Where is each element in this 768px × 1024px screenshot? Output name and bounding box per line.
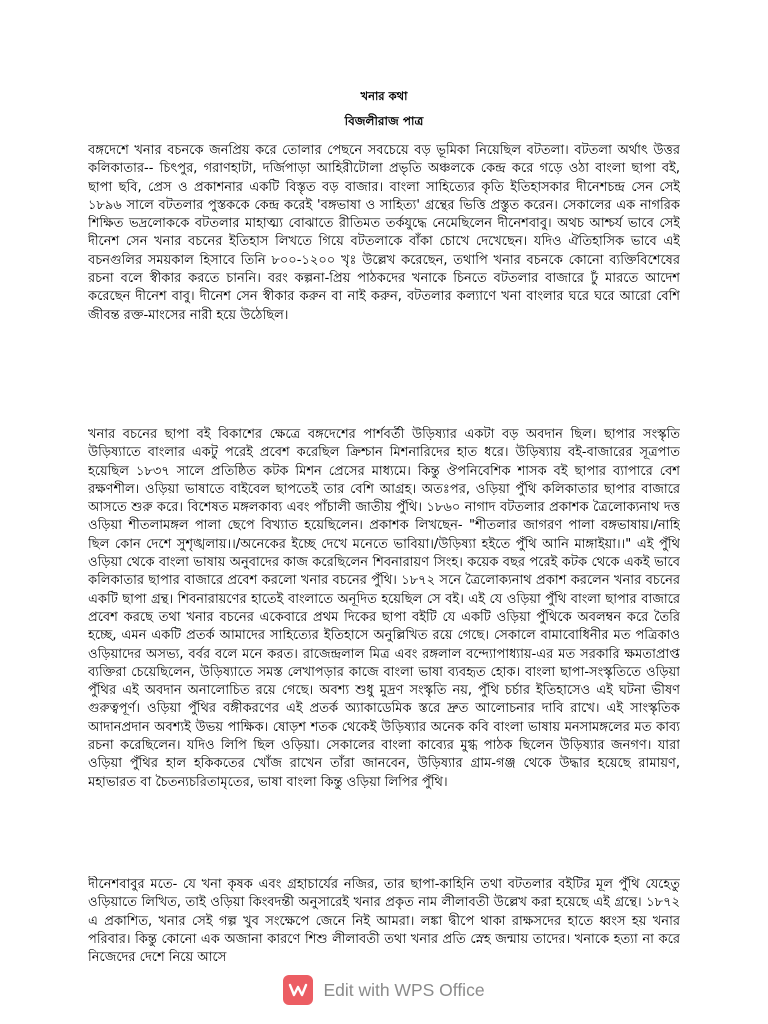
wps-office-logo-icon	[283, 975, 313, 1005]
paragraph-3: দীনেশবাবুর মতে- যে খনা কৃষক এবং গ্রহাচার্যের নজির, তার ছাপা-কাহিনি তথা বটতলার বইটির মূল পুঁথি যেহেতু ওড়িয়াতে লিখিত, তাই ওড়িয়া কিংবদন্তী অনুসারেই খনার প্রকৃত নাম লীলাবতী উল্লেখ করা হয়েছে এই গ্রন্থে। ১৮৭২ এ প্রকাশিত, খনার সেই গল্প খুব সংক্ষেপে জেনে নিই আমরা। লঙ্কা দ্বীপে থাকা রাক্ষসদের হাতে ধ্বংস হয় খনার পরিবার। কিন্তু কোনো এক অজানা কারণে শিশু লীলাবতী তথা খনার প্রতি স্নেহ জন্মায় তাদের। খনাকে হত্যা না করে নিজেদের দেশে নিয়ে আসে	[88, 877, 680, 966]
paragraph-2: খনার বচনের ছাপা বই বিকাশের ক্ষেত্রে বঙ্গদেশের পার্শবর্তী উড়িষ্যার একটা বড় অবদান ছিল। ছাপার সংস্কৃতি উড়িষ্যাতে বাংলার একটু পরেই প্রবেশ করেছিল ক্রিশ্চান মিশনারিদের হাত ধরে। উড়িষ্যায় বই-বাজারের সূত্রপাত হয়েছিল ১৮৩৭ সালে প্রতিষ্ঠিত কটক মিশন প্রেসের মাধ্যমে। কিন্তু ঔপনিবেশিক শাসক বই ছাপার ব্যাপারে বেশ রক্ষণশীল। ওড়িয়া ভাষাতে বাইবেল ছাপতেই তার বেশি আগ্রহ। অতঃপর, ওড়িয়া পুঁথি কলিকাতার ছাপার বাজারে আসতে শুরু করে। বিশেষত মঙ্গলকাব্য এবং পাঁচালী জাতীয় পুঁথি। ১৮৬০ নাগাদ বটতলার প্রকাশক ত্রৈলোক্যনাথ দত্ত ওড়িয়া শীতলামঙ্গল পালা ছেপে বিখ্যাত হয়েছিলেন। প্রকাশক লিখছেন- "শীতলার জাগরণ পালা বঙ্গভাষায়।/নাহি ছিল কোন দেশে সুশৃঙ্খলায়।।/অনেকের ইচ্ছে দেখে মনেতে ভাবিয়া।/উড়িষ্যা হইতে পুঁথি আনি মাঙ্গাইয়া।।" এই পুঁথি ওড়িয়া থেকে বাংলা ভাষায় অনুবাদের কাজ করেছিলেন শিবনারায়ণ সিংহ। কয়েক বছর পরেই কটক থেকে একই ভাবে কলিকাতার ছাপার বাজারে প্রবেশ করলো খনার বচনের পুঁথি। ১৮৭২ সনে ত্রৈলোক্যনাথ প্রকাশ করলেন খনার বচনের একটি ছাপা গ্রন্থ। শিবনারায়ণের হাতেই বাংলাতে অনূদিত হয়েছিল সে বই। এই যে ওড়িয়া পুঁথি বাংলা ছাপার বাজারে প্রবেশ করছে তথা খনার বচনের একেবারে প্রথম দিকের ছাপা বইটি যে একটি ওড়িয়া পুঁথিকে অবলম্বন করে তৈরি হচ্ছে, এমন একটি প্রতর্ক আমাদের সাহিত্যের ইতিহাসে অনুল্লিখিত রয়ে গেছে। সেকালে বামাবোধিনীর মত পত্রিকাও ওড়িয়াদের অসভ্য, বর্বর বলে মনে করত। রাজেন্দ্রলাল মিত্র এবং রঙ্গলাল বন্দ্যোপাধ্যায়-এর মত সরকারি ক্ষমতাপ্রাপ্ত ব্যক্তিরা চেয়েছিলেন, উড়িষ্যাতে সমস্ত লেখাপড়ার কাজে বাংলা ভাষা ব্যবহৃত হোক। বাংলা ছাপা-সংস্কৃতিতে ওড়িয়া পুঁথির এই অবদান অনালোচিত রয়ে গেছে। অবশ্য শুধু মুদ্রণ সংস্কৃতি নয়, পুঁথি চর্চার ইতিহাসেও এই ঘটনা ভীষণ গুরুত্বপূর্ণ। ওড়িয়া পুঁথির বঙ্গীকরণের এই প্রতর্ক অ্যাকাডেমিক স্তরে দ্রুত আলোচনার দাবি রাখে। এই সাংস্কৃতিক আদানপ্রদান অবশ্যই উভয় পাক্ষিক। ষোড়শ শতক থেকেই উড়িষ্যার অনেক কবি বাংলা ভাষায় মনসামঙ্গলের মত কাব্য রচনা করেছিলেন। যদিও লিপি ছিল ওড়িয়া। সেকালের বাংলা কাব্যের মুগ্ধ পাঠক ছিলেন উড়িষ্যার জনগণ। যারা ওড়িয়া পুঁথির হাল হকিকতের খোঁজ রাখেন তাঁরা জানবেন, উড়িষ্যার গ্রাম-গঞ্জ থেকে উদ্ধার হয়েছে রামায়ণ, মহাভারত বা চৈতন্যচরিতামৃতের, ভাষা বাংলা কিন্তু ওড়িয়া লিপির পুঁথি।	[88, 427, 680, 790]
wps-watermark-label: Edit with WPS Office	[323, 979, 485, 1000]
wps-watermark[interactable]	[0, 968, 768, 1012]
author-name: বিজলীরাজ পাত্র	[344, 114, 424, 128]
document-page	[88, 86, 680, 986]
document-title: খনার কথা	[360, 89, 408, 103]
paragraph-1: বঙ্গদেশে খনার বচনকে জনপ্রিয় করে তোলার পেছনে সবচেয়ে বড় ভূমিকা নিয়েছিল বটতলা। বটতলা অর্থাৎ উত্তর কলিকাতার-- চিৎপুর, গরাণহাটা, দর্জিপাড়া আহিরীটোলা প্রভৃতি অঞ্চলকে কেন্দ্র করে গড়ে ওঠা বাংলা ছাপা বই, ছাপা ছবি, প্রেস ও প্রকাশনার একটি বিস্তৃত বড় বাজার। বাংলা সাহিত্যের কৃতি ইতিহাসকার দীনেশচন্দ্র সেন সেই ১৮৯৬ সালে বটতলার পুস্তককে কেন্দ্র করেই 'বঙ্গভাষা ও সাহিত্য' গ্রন্থের ভিত্তি প্রস্তুত করেন। সেকালের এক নাগরিক শিক্ষিত ভদ্রলোককে বটতলার মাহাত্ম্য বোঝাতে রীতিমত তর্কযুদ্ধে নেমেছিলেন দীনেশবাবু। অথচ আশ্চর্য ভাবে সেই দীনেশ সেন খনার বচনের ইতিহাস লিখতে গিয়ে বটতলাকে বাঁকা চোখে দেখেছেন। যদিও ঐতিহাসিক ভাবে এই বচনগুলির সময়কাল হিসাবে তিনি ৮০০-১২০০ খৃঃ উল্লেখ করেছেন, তথাপি খনার বচনকে কোনো ব্যক্তিবিশেষের রচনা বলে স্বীকার করতে চাননি। বরং কল্পনা-প্রিয় পাঠকদের খনাকে চিনতে বটতলার বাজারে ঢুঁ মারতে আদেশ করেছেন দীনেশ বাবু। দীনেশ সেন স্বীকার করুন বা নাই করুন, বটতলার কল্যাণে খনা বাংলার ঘরে ঘরে আরো বেশি জীবন্ত রক্ত-মাংসের নারী হয়ে উঠেছিল।	[88, 143, 680, 323]
